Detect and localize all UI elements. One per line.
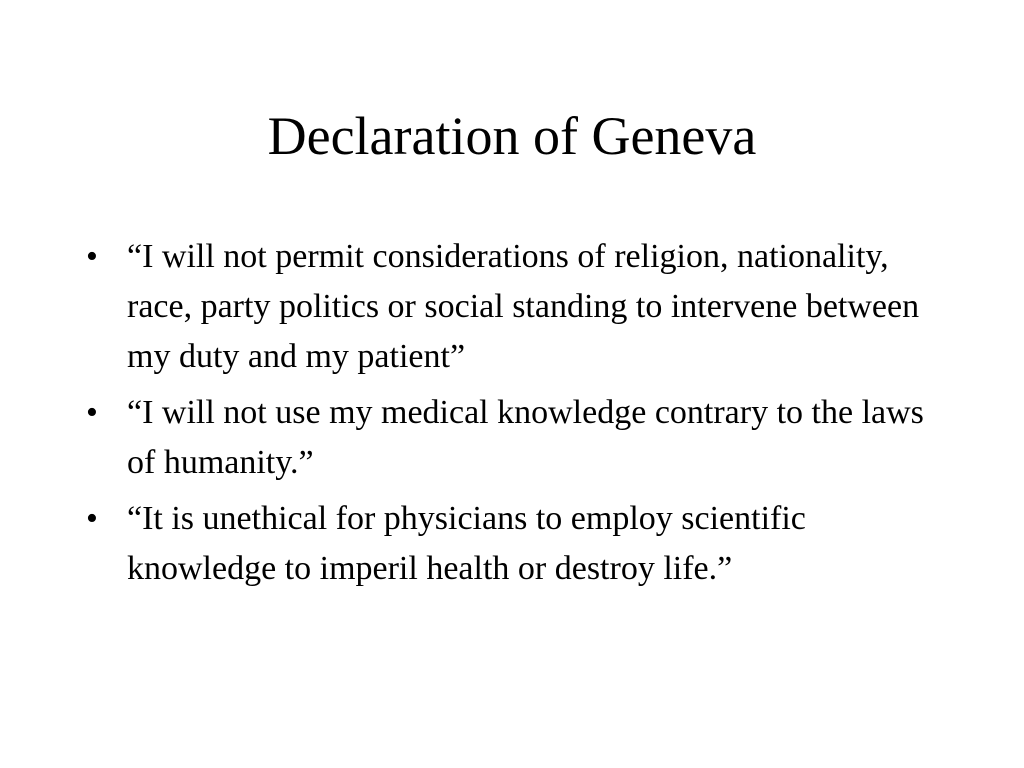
list-item [86, 232, 946, 382]
bullet-list [86, 232, 946, 600]
slide-title: Declaration of Geneva [267, 106, 757, 166]
bullet-text: “It is unethical for physicians to employ scientific knowledge to imperil health or destroy life.” [127, 500, 806, 587]
bullet-icon: • [86, 500, 98, 537]
bullet-text: “I will not use my medical knowledge contrary to the laws of humanity.” [127, 394, 924, 481]
list-item [86, 494, 946, 594]
bullet-icon: • [86, 394, 98, 431]
bullet-icon: • [86, 238, 98, 275]
list-item [86, 388, 946, 488]
bullet-text: “I will not permit considerations of religion, nationality, race, party politics or social standing to intervene between my duty and my patient” [127, 238, 920, 375]
